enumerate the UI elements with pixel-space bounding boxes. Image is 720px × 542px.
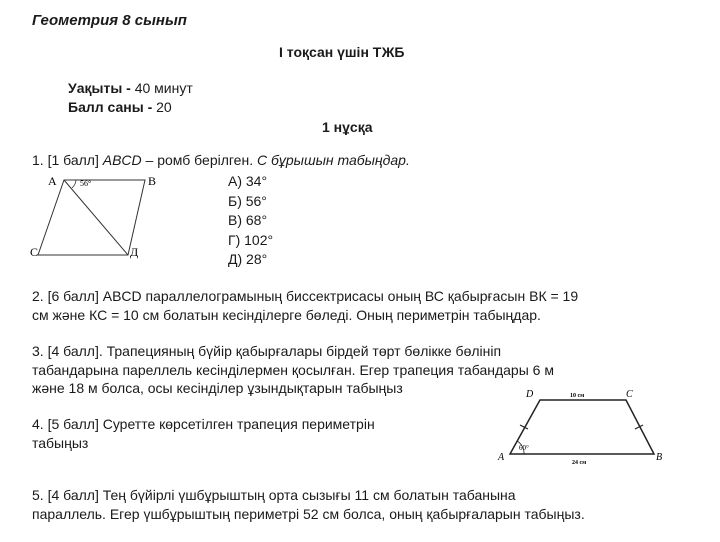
vertex-d-label: D <box>526 389 534 400</box>
time-line <box>68 80 193 96</box>
question-4-line-2: табыңыз <box>32 435 89 451</box>
vertex-a-label: A <box>498 452 505 463</box>
vertex-a-label: А <box>48 174 57 188</box>
trapezoid-figure <box>490 384 670 470</box>
trapezoid-shape <box>510 400 654 454</box>
time-value: 40 минут <box>134 80 193 96</box>
question-2-line-2: см және КС = 10 см болатын кесінділерге бөледі. Оның периметрін табыңдар. <box>32 307 541 323</box>
vertex-c-label: С <box>30 245 39 259</box>
q1-dash: – <box>141 152 158 168</box>
question-5-line-2: параллель. Егер үшбұрыштың периметрі 52 см болса, оның қабырғаларын табыңыз. <box>32 506 585 522</box>
q1-prefix: 1. [1 балл] <box>32 152 103 168</box>
page-title: І тоқсан үшін ТЖБ <box>279 44 405 60</box>
q1-option-e: Д) 28° <box>228 251 268 267</box>
vertex-b-label: B <box>656 452 663 463</box>
q1-option-b: Б) 56° <box>228 193 267 209</box>
question-3-line-1: 3. [4 балл]. Трапецияның бүйір қабырғалары бірдей төрт бөлікке бөлініп <box>32 343 502 359</box>
rhombus-shape <box>38 180 145 255</box>
q1-option-c: В) 68° <box>228 212 268 228</box>
question-5-line-1: 5. [4 балл] Тең бүйірлі үшбұрыштың орта сызығы 11 см болатын табанына <box>32 487 516 503</box>
angle-label: 56° <box>80 179 92 188</box>
question-2-line-1: 2. [6 балл] ABCD параллелограмының биссектрисасы оның ВС қабырғасын ВК = 19 <box>32 288 579 304</box>
question-3-line-2: табандарына пареллель кесінділермен қосылған. Егер трапеция табандары 6 м <box>32 362 554 378</box>
rhombus-diagonal <box>64 180 128 255</box>
question-1-text <box>32 152 410 168</box>
subject-title: Геометрия 8 сынып <box>32 12 187 29</box>
angle-label: 60° <box>519 444 529 452</box>
angle-arc <box>72 180 76 188</box>
question-4-line-1: 4. [5 балл] Суретте көрсетілген трапеция периметрін <box>32 416 375 432</box>
q1-figure-name: ABCD <box>102 152 142 168</box>
q1-option-a: А) 34° <box>228 173 268 189</box>
time-label: Уақыты - <box>68 80 135 96</box>
rhombus-figure <box>28 172 168 264</box>
q1-task: С бұрышын табыңдар. <box>256 152 410 168</box>
vertex-c-label: C <box>626 389 633 400</box>
vertex-b-label: В <box>148 174 157 188</box>
score-label: Балл саны - <box>68 99 157 115</box>
question-3-line-3: және 18 м болса, осы кесінділер ұзындықтарын табыңыз <box>32 380 403 396</box>
top-base-label: 10 см <box>570 393 585 399</box>
q1-option-d: Г) 102° <box>228 232 274 248</box>
score-value: 20 <box>156 99 172 115</box>
vertex-d-label: Д <box>130 245 139 259</box>
variant-label: 1 нұсқа <box>322 119 373 135</box>
score-line <box>68 99 172 115</box>
bottom-base-label: 24 см <box>572 460 587 466</box>
q1-text: ромб берілген. <box>157 152 257 168</box>
